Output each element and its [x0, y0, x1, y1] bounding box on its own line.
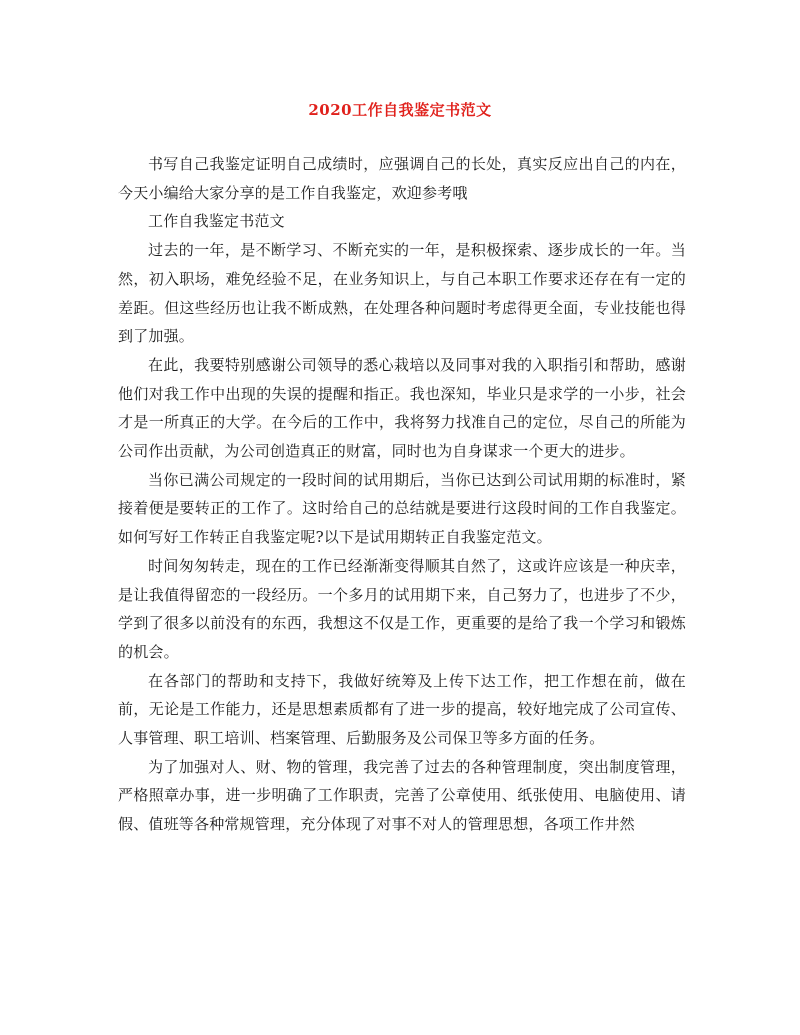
body-paragraph: 在此，我要特别感谢公司领导的悉心栽培以及同事对我的入职指引和帮助，感谢他们对我工作中出现的失误的提醒和指正。我也深知，毕业只是求学的一小步，社会才是一所真正的大学。在今后的工作中，我将努力找准自己的定位，尽自己的所能为公司作出贡献，为公司创造真正的财富，同时也为自身谋求一个更大的进步。 [118, 355, 686, 461]
section-heading: 工作自我鉴定书范文 [148, 212, 285, 231]
body-paragraph: 时间匆匆转走，现在的工作已经渐渐变得顺其自然了，这或许应该是一种庆幸，是让我值得留恋的一段经历。一个多月的试用期下来，自己努力了，也进步了不少，学到了很多以前没有的东西，我想这不仅是工作，更重要的是给了我一个学习和锻炼的机会。 [118, 556, 686, 661]
body-paragraph: 在各部门的帮助和支持下，我做好统筹及上传下达工作，把工作想在前，做在前，无论是工作能力，还是思想素质都有了进一步的提高，较好地完成了公司宣传、人事管理、职工培训、档案管理、后勤服务及公司保卫等多方面的任务。 [118, 671, 686, 748]
document-title: 2020工作自我鉴定书范文 [308, 101, 492, 119]
body-paragraph: 过去的一年，是不断学习、不断充实的一年，是积极探索、逐步成长的一年。当然，初入职场，难免经验不足，在业务知识上，与自己本职工作要求还存在有一定的差距。但这些经历也让我不断成熟，在处理各种问题时考虑得更全面，专业技能也得到了加强。 [118, 241, 686, 346]
intro-paragraph: 书写自己我鉴定证明自己成绩时，应强调自己的长处，真实反应出自己的内在，今天小编给大家分享的是工作自我鉴定，欢迎参考哦 [118, 155, 686, 202]
document-body [118, 150, 686, 839]
body-paragraph: 为了加强对人、财、物的管理，我完善了过去的各种管理制度，突出制度管理，严格照章办事，进一步明确了工作职责，完善了公章使用、纸张使用、电脑使用、请假、值班等各种常规管理，充分体现了对事不对人的管理思想，各项工作井然 [118, 757, 686, 834]
body-paragraph: 当你已满公司规定的一段时间的试用期后，当你已达到公司试用期的标准时，紧接着便是要转正的工作了。这时给自己的总结就是要进行这段时间的工作自我鉴定。如何写好工作转正自我鉴定呢?以下是试用期转正自我鉴定范文。 [118, 470, 686, 547]
